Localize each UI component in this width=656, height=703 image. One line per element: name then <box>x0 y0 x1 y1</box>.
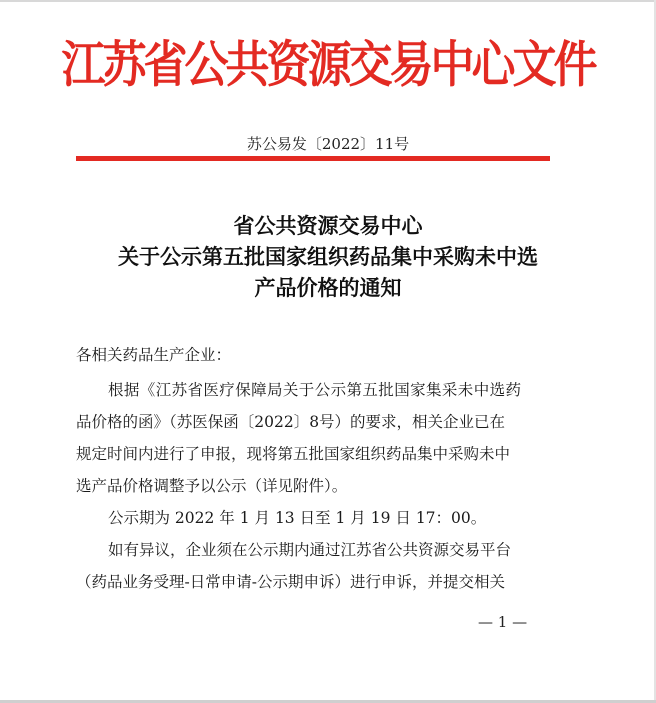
title-line-3: 产品价格的通知 <box>254 275 402 300</box>
title-line-2: 关于公示第五批国家组织药品集中采购未中选 <box>118 244 538 269</box>
page-top-edge <box>0 0 656 2</box>
body-line: 品价格的函》（苏医保函〔2022〕8号）的要求，相关企业已在 <box>76 413 506 431</box>
document-masthead: 江苏省公共资源交易中心文件 <box>61 36 595 94</box>
salutation: 各相关药品生产企业： <box>76 346 232 364</box>
red-divider-rule <box>76 156 550 161</box>
page-number: — 1 — <box>478 613 528 631</box>
body-line: 根据《江苏省医疗保障局关于公示第五批国家集采未中选药 <box>108 381 522 399</box>
body-line: 如有异议，企业须在公示期内通过江苏省公共资源交易平台 <box>108 541 512 559</box>
publicity-period-line: 公示期为 2022 年 1 月 13 日至 1 月 19 日 17：00。 <box>108 509 487 527</box>
body-line: 选产品价格调整予以公示（详见附件）。 <box>76 477 348 495</box>
title-line-1: 省公共资源交易中心 <box>233 213 423 238</box>
body-line: 规定时间内进行了申报，现将第五批国家组织药品集中采购未中 <box>76 445 511 463</box>
body-line: （药品业务受理-日常申请-公示期申诉）进行申诉，并提交相关 <box>76 573 505 591</box>
document-number: 苏公易发〔2022〕11号 <box>246 135 410 153</box>
